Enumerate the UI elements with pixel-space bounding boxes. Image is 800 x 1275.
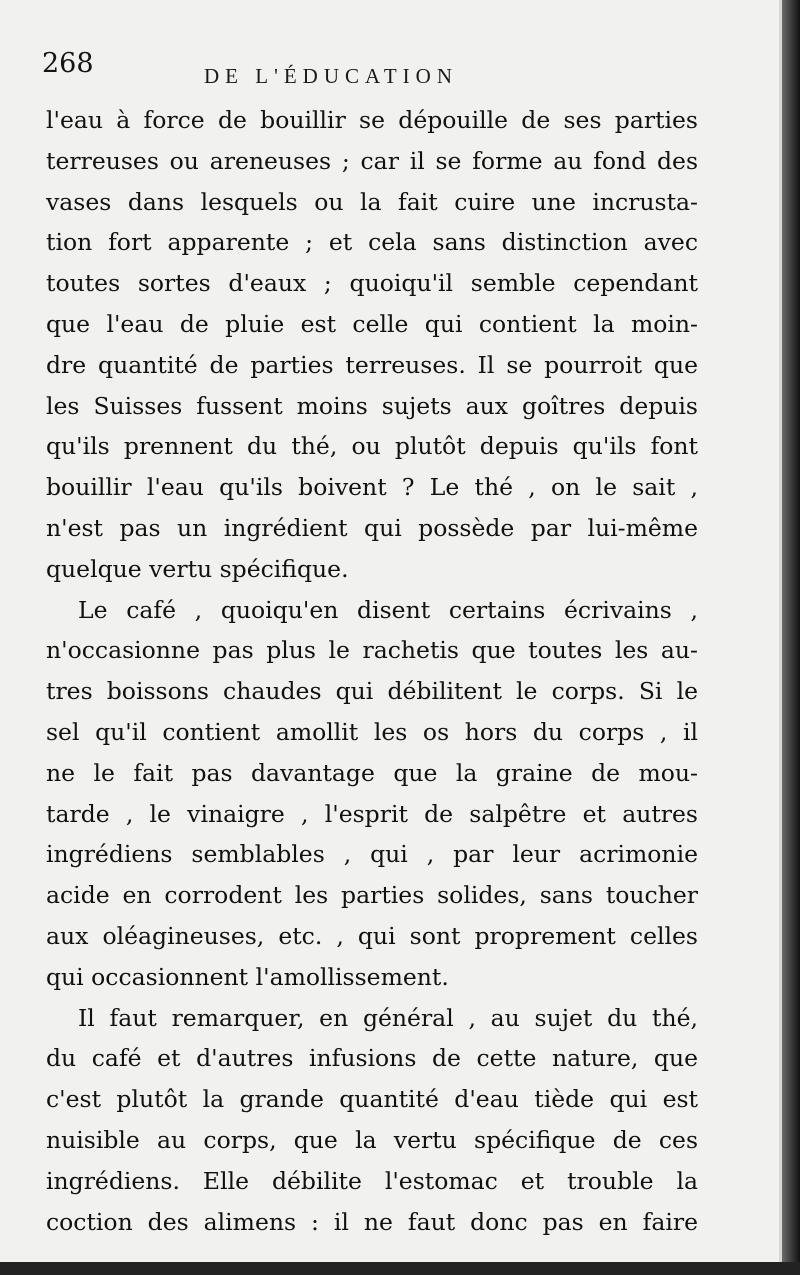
text-line: n'est pas un ingrédient qui possède par lui-même <box>46 513 698 542</box>
text-line: aux oléagineuses, etc. , qui sont proprement celles <box>46 921 698 950</box>
text-line: ingrédiens semblables , qui , par leur acrimonie <box>46 840 698 869</box>
text-line: qu'ils prennent du thé, ou plutôt depuis qu'ils font <box>46 432 698 461</box>
text-line: ingrédiens. Elle débilite l'estomac et trouble la <box>46 1166 698 1195</box>
text-line: Il faut remarquer, en général , au sujet du thé, <box>78 1003 698 1032</box>
paragraph-1 <box>46 100 698 590</box>
text-line: c'est plutôt la grande quantité d'eau tiède qui est <box>46 1085 698 1114</box>
text-line: tres boissons chaudes qui débilitent le corps. Si le <box>46 677 698 706</box>
bottom-edge-shadow <box>0 1262 800 1275</box>
text-line: les Suisses fussent moins sujets aux goîtres depuis <box>46 391 698 420</box>
text-line: l'eau à force de bouillir se dépouille de ses parties <box>46 106 698 134</box>
running-head: DE L'ÉDUCATION <box>204 64 459 88</box>
text-line: quelque vertu spécifique. <box>46 554 349 583</box>
text-line: n'occasionne pas plus le rachetis que toutes les au- <box>46 636 698 665</box>
text-line: que l'eau de pluie est celle qui contient la moin- <box>46 309 698 338</box>
text-line: qui occasionnent l'amollissement. <box>46 962 449 991</box>
text-line: acide en corrodent les parties solides, sans toucher <box>46 881 698 910</box>
text-line: toutes sortes d'eaux ; quoiqu'il semble cependant <box>46 269 698 298</box>
text-line: sel qu'il contient amollit les os hors du corps , il <box>46 717 698 746</box>
paragraph-3 <box>46 998 698 1243</box>
text-line: bouillir l'eau qu'ils boivent ? Le thé , on le sait , <box>46 473 698 502</box>
text-line: du café et d'autres infusions de cette nature, que <box>46 1044 698 1073</box>
paragraph-2 <box>46 590 698 998</box>
text-line: ne le fait pas davantage que la graine de mou- <box>46 758 698 787</box>
text-line: tion fort apparente ; et cela sans distinction avec <box>46 228 698 257</box>
page-edge-shadow <box>782 0 800 1275</box>
text-line: Le café , quoiqu'en disent certains écrivains , <box>78 595 698 624</box>
text-line: dre quantité de parties terreuses. Il se pourroit que <box>46 350 698 379</box>
text-line: vases dans lesquels ou la fait cuire une incrusta- <box>46 187 698 216</box>
page-number: 268 <box>42 48 94 79</box>
text-line: nuisible au corps, que la vertu spécifique de ces <box>46 1125 698 1154</box>
text-line: tarde , le vinaigre , l'esprit de salpêtre et autres <box>46 799 698 828</box>
body-text <box>46 100 698 1242</box>
text-line: terreuses ou areneuses ; car il se forme au fond des <box>46 146 698 175</box>
text-line: coction des alimens : il ne faut donc pas en faire <box>46 1207 698 1236</box>
page-header <box>42 40 722 90</box>
